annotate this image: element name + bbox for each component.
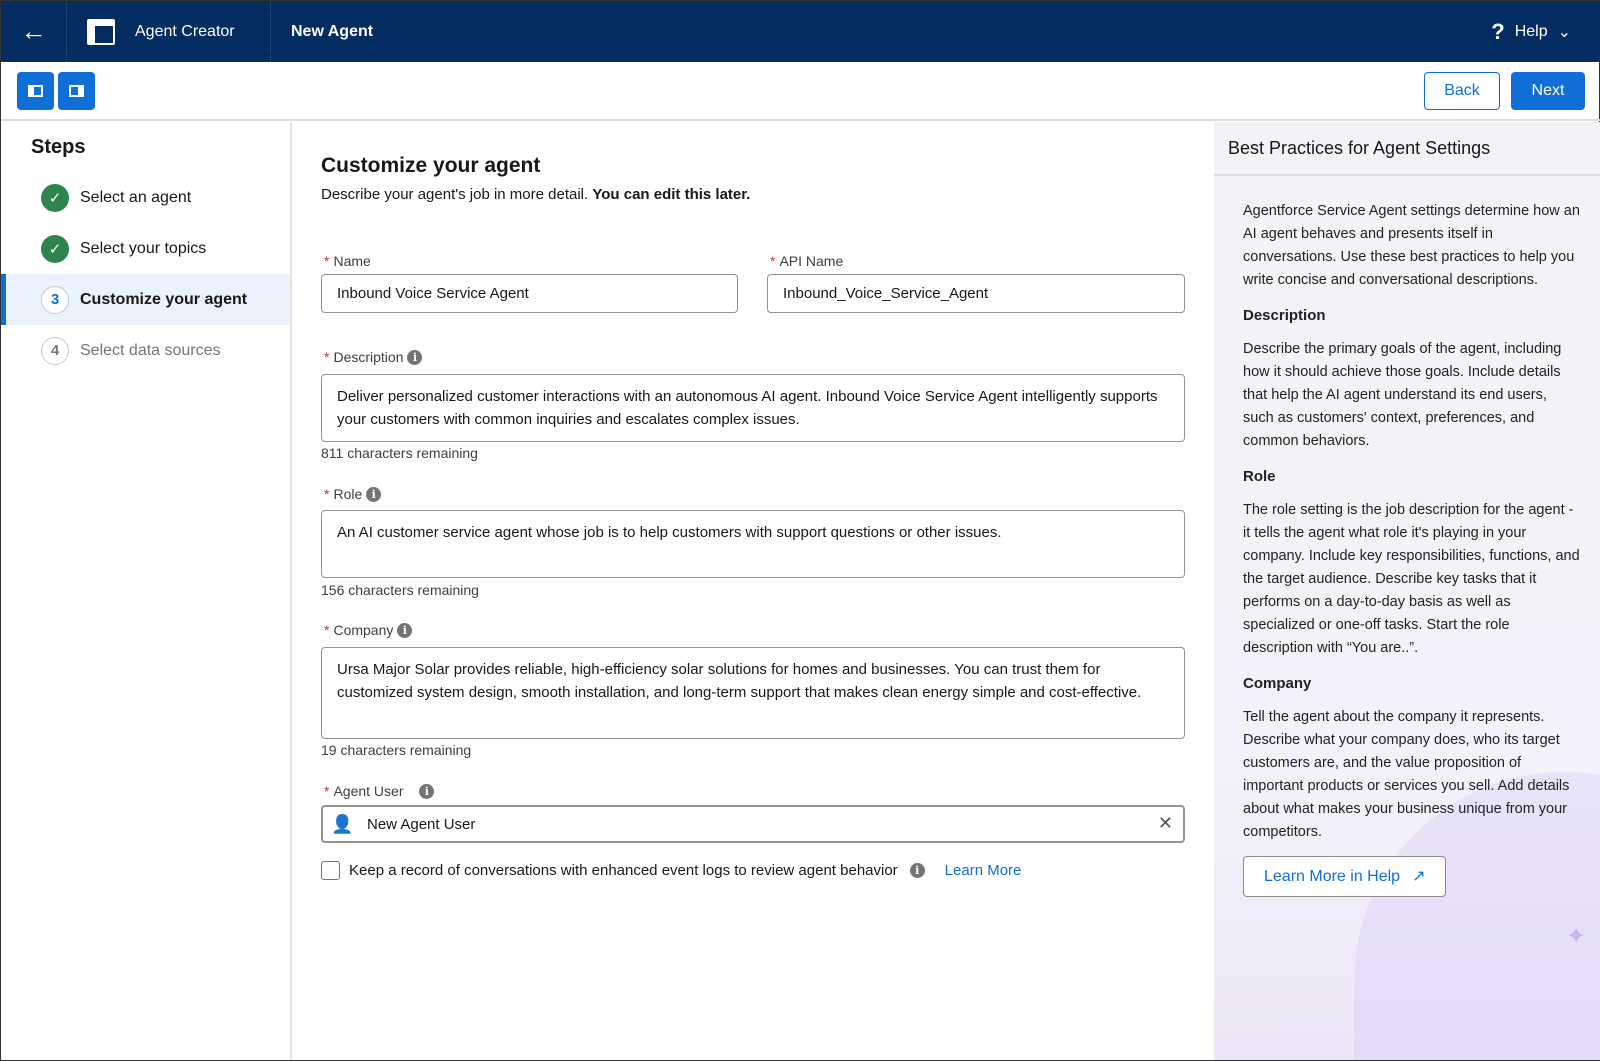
panel-heading-description: Description (1243, 307, 1326, 324)
subtitle-text: Describe your agent's job in more detail. (321, 186, 589, 203)
step-select-topics[interactable] (1, 223, 290, 274)
panel-text-role: The role setting is the job description for the agent - it tells the agent what role it's playing in your company. Include key responsibilities, functions, and the target audience. Describe key tasks that it performs on a day-to-day basis as well as specialized or one-off tasks. Start the role description with “You are..”. (1243, 502, 1580, 656)
step-number: 4 (41, 337, 69, 365)
agent-user-value: New Agent User (367, 816, 476, 833)
panel-text-company: Tell the agent about the company it represents. Describe what your company does, who its target customers are, and the value proposition of important products or services you sell. Add details about what makes your business unique from your competitors. (1243, 709, 1570, 840)
clear-icon[interactable]: ✕ (1157, 813, 1173, 833)
user-add-icon: 👤 (331, 814, 354, 834)
description-char-count: 811 characters remaining (321, 445, 478, 461)
description-textarea[interactable]: Deliver personalized customer interactions with an autonomous AI agent. Inbound Voice Service Agent intelligently supports your customers with common inquiries and escalates complex issues. (321, 374, 1185, 442)
learn-more-link[interactable]: Learn More (944, 862, 1022, 879)
agent-user-lookup[interactable] (321, 805, 1185, 843)
name-label: * Name (324, 253, 371, 269)
step-select-data-sources[interactable] (1, 325, 290, 376)
app-icon (87, 19, 115, 45)
external-link-icon: ↗ (1412, 868, 1426, 885)
panel-heading-company: Company (1243, 675, 1312, 692)
label-text: Company (333, 622, 394, 638)
app-name: Agent Creator (135, 22, 235, 40)
info-icon[interactable]: i (407, 350, 422, 365)
checkbox-label: Keep a record of conversations with enhanced event logs to review agent behavior (349, 862, 898, 879)
role-char-count: 156 characters remaining (321, 582, 479, 598)
step-number: 3 (41, 286, 69, 314)
back-arrow-icon[interactable]: ← (1, 1, 67, 62)
step-label: Select data sources (80, 341, 221, 359)
panel-intro: Agentforce Service Agent settings determine how an AI agent behaves and presents itself in conversations. Use these best practices to help you write concise and conversational descriptions. (1243, 203, 1580, 288)
global-header (1, 1, 1600, 62)
company-label: * Company i (324, 622, 412, 638)
step-select-agent[interactable] (1, 172, 290, 223)
subtitle-bold: You can edit this later. (592, 186, 751, 203)
panel-title: Best Practices for Agent Settings (1214, 122, 1600, 176)
role-label: * Role i (324, 486, 381, 502)
help-label: Help (1514, 22, 1548, 40)
label-text: Role (333, 486, 363, 502)
info-icon[interactable]: i (910, 863, 925, 878)
company-textarea[interactable]: Ursa Major Solar provides reliable, high-efficiency solar solutions for homes and businesses. You can trust them for customized system design, smooth installation, and long-term support that makes clean energy simple and cost-effective. (321, 647, 1185, 739)
step-label: Customize your agent (80, 290, 248, 308)
api-name-label: * API Name (770, 253, 844, 269)
help-icon: ? (1491, 18, 1505, 44)
form-title: Customize your agent (321, 154, 541, 177)
info-icon[interactable]: i (366, 487, 381, 502)
help-menu[interactable] (1491, 1, 1571, 62)
form-subtitle (321, 186, 1186, 203)
info-icon[interactable]: i (419, 784, 434, 799)
name-input[interactable]: Inbound Voice Service Agent (321, 274, 738, 313)
description-label: * Description i (324, 349, 422, 365)
back-button[interactable]: Back (1424, 72, 1500, 110)
steps-sidebar (1, 122, 292, 1060)
label-text: Agent User (333, 783, 404, 799)
next-button[interactable]: Next (1511, 72, 1585, 110)
app-launcher (67, 1, 271, 62)
toolbar (1, 62, 1600, 121)
check-icon: ✓ (41, 184, 69, 212)
event-logs-row (349, 862, 1021, 879)
company-char-count: 19 characters remaining (321, 742, 472, 758)
panel-text-description: Describe the primary goals of the agent, including how it should achieve those goals. Include details that help the AI agent understand its end users, such as customers' context, preferences, and common behaviors. (1243, 341, 1562, 449)
step-label: Select an agent (80, 188, 192, 206)
step-customize-agent[interactable] (1, 274, 290, 325)
learn-more-in-help-button[interactable] (1243, 856, 1446, 897)
role-textarea[interactable]: An AI customer service agent whose job is to help customers with support questions or other issues. (321, 510, 1185, 578)
page-title: New Agent (291, 22, 374, 40)
help-button-label: Learn More in Help (1264, 868, 1401, 885)
toggle-right-panel-button[interactable] (58, 72, 95, 110)
best-practices-panel (1214, 122, 1600, 1060)
agent-user-label: * Agent User i (324, 783, 434, 799)
left-panel-icon (28, 85, 43, 97)
step-label: Select your topics (80, 239, 207, 257)
event-logs-checkbox[interactable] (321, 861, 340, 880)
customize-form (321, 122, 1186, 203)
api-name-input[interactable]: Inbound_Voice_Service_Agent (767, 274, 1185, 313)
label-text: API Name (779, 253, 844, 269)
label-text: Description (333, 349, 404, 365)
check-icon: ✓ (41, 235, 69, 263)
label-text: Name (333, 253, 371, 269)
right-panel-icon (69, 85, 84, 97)
info-icon[interactable]: i (397, 623, 412, 638)
chevron-down-icon: ⌄ (1557, 23, 1571, 41)
toggle-left-panel-button[interactable] (17, 72, 54, 110)
sparkle-icon: ✦ (1566, 923, 1587, 950)
steps-title: Steps (31, 136, 86, 158)
panel-heading-role: Role (1243, 468, 1276, 485)
